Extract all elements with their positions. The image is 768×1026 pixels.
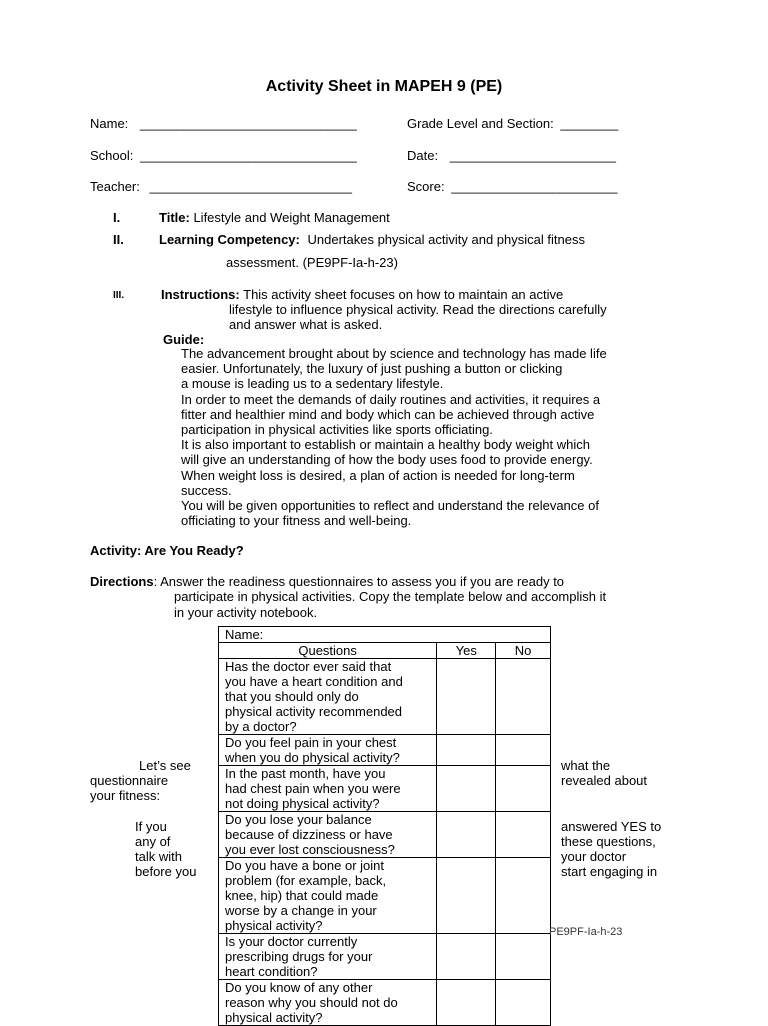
yes-cell[interactable] bbox=[437, 858, 496, 934]
question-line: prescribing drugs for your bbox=[225, 949, 373, 964]
guide-line: will give an understanding of how the body uses food to provide energy. bbox=[181, 452, 593, 468]
table-row bbox=[219, 858, 551, 934]
section-1-label: Title: bbox=[159, 210, 190, 225]
section-2-number: II. bbox=[113, 232, 124, 247]
guide-line: participation in physical activities like sports officiating. bbox=[181, 422, 493, 438]
question-line: physical activity? bbox=[225, 918, 323, 933]
side-line: before you bbox=[135, 864, 197, 879]
question-line: when you do physical activity? bbox=[225, 750, 400, 765]
side-line: answered YES to bbox=[561, 819, 662, 834]
footer-code: PE9PF-Ia-h-23 bbox=[549, 926, 623, 938]
question-line: because of dizziness or have bbox=[225, 827, 393, 842]
score-line: _______________________ bbox=[451, 179, 618, 194]
yes-cell[interactable] bbox=[437, 812, 496, 858]
guide-line: In order to meet the demands of daily routines and activities, it requires a bbox=[181, 391, 601, 407]
table-header-row bbox=[219, 643, 551, 659]
col-header-yes: Yes bbox=[437, 643, 496, 659]
side-line: your fitness: bbox=[90, 788, 161, 803]
question-line: physical activity? bbox=[225, 1010, 323, 1025]
grade-label: Grade Level and Section: bbox=[407, 116, 554, 131]
grade-field bbox=[407, 116, 618, 131]
question-line: Do you know of any other bbox=[225, 980, 373, 995]
table-row bbox=[219, 659, 551, 735]
no-cell[interactable] bbox=[496, 735, 551, 766]
question-line: In the past month, have you bbox=[225, 766, 386, 781]
guide-line: You will be given opportunities to reflect and understand the relevance of bbox=[181, 498, 599, 514]
guide-line: success. bbox=[181, 482, 232, 498]
score-label: Score: bbox=[407, 179, 445, 194]
guide-line: The advancement brought about by science and technology has made life bbox=[181, 346, 607, 361]
directions bbox=[90, 574, 564, 589]
no-cell[interactable] bbox=[496, 858, 551, 934]
school-line: ______________________________ bbox=[140, 148, 357, 163]
section-1-text: Lifestyle and Weight Management bbox=[193, 210, 390, 225]
section-2 bbox=[159, 232, 585, 247]
school-field bbox=[90, 148, 357, 163]
guide-line: a mouse is leading us to a sedentary lifestyle. bbox=[181, 376, 444, 392]
side-line: what the bbox=[561, 758, 611, 773]
side-line: your doctor bbox=[561, 849, 627, 864]
question-line: heart condition? bbox=[225, 964, 318, 979]
name-field bbox=[90, 116, 357, 131]
directions-label: Directions bbox=[90, 574, 154, 589]
side-left-text-2 bbox=[135, 819, 196, 879]
activity-heading: Activity: Are You Ready? bbox=[90, 543, 244, 558]
question-cell bbox=[219, 980, 437, 1026]
teacher-field bbox=[90, 179, 352, 194]
table-row bbox=[219, 812, 551, 858]
question-cell bbox=[219, 812, 437, 858]
directions-line-2: participate in physical activities. Copy the template below and accomplish it bbox=[174, 589, 607, 604]
score-field bbox=[407, 179, 618, 194]
date-field bbox=[407, 148, 616, 163]
question-line: problem (for example, back, bbox=[225, 873, 387, 888]
guide-label: Guide: bbox=[163, 332, 205, 347]
question-line: reason why you should not do bbox=[225, 995, 398, 1010]
table-row bbox=[219, 766, 551, 812]
side-line: talk with bbox=[135, 849, 182, 864]
guide-line: fitter and healthier mind and body which can be achieved through active bbox=[181, 406, 595, 422]
question-cell bbox=[219, 659, 437, 735]
yes-cell[interactable] bbox=[437, 735, 496, 766]
question-line: you have a heart condition and bbox=[225, 674, 403, 689]
question-line: Do you feel pain in your chest bbox=[225, 735, 397, 750]
section-3-label: Instructions: bbox=[161, 287, 240, 302]
question-line: Do you have a bone or joint bbox=[225, 858, 384, 873]
question-line: that you should only do bbox=[225, 689, 359, 704]
teacher-line: ____________________________ bbox=[149, 179, 352, 194]
col-header-questions: Questions bbox=[219, 643, 437, 659]
section-1-number: I. bbox=[113, 210, 121, 225]
no-cell[interactable] bbox=[496, 659, 551, 735]
guide-line: officiating to your fitness and well-being. bbox=[181, 513, 412, 529]
side-line: start engaging in bbox=[561, 864, 658, 879]
page-title: Activity Sheet in MAPEH 9 (PE) bbox=[265, 78, 503, 95]
table-name-label: Name: bbox=[219, 627, 551, 643]
readiness-questionnaire-table bbox=[218, 626, 551, 1026]
table-row bbox=[219, 934, 551, 980]
directions-line-1: : Answer the readiness questionnaires to assess you if you are ready to bbox=[153, 574, 565, 589]
guide-body bbox=[181, 346, 691, 528]
guide-line: It is also important to establish or maintain a healthy body weight which bbox=[181, 437, 590, 453]
side-line: If you bbox=[135, 819, 167, 834]
section-3 bbox=[161, 287, 563, 302]
section-3-line-3: and answer what is asked. bbox=[229, 317, 383, 332]
school-label: School: bbox=[90, 148, 134, 163]
side-right-text-1 bbox=[561, 758, 647, 788]
side-line: Let’s see bbox=[139, 758, 191, 773]
section-3-line-2: lifestyle to influence physical activity. Read the directions carefully bbox=[229, 302, 607, 317]
table-row bbox=[219, 735, 551, 766]
question-line: had chest pain when you were bbox=[225, 781, 401, 796]
question-line: not doing physical activity? bbox=[225, 796, 380, 811]
name-label: Name: bbox=[90, 116, 129, 131]
teacher-label: Teacher: bbox=[90, 179, 140, 194]
section-2-label: Learning Competency: bbox=[159, 232, 300, 247]
section-1 bbox=[159, 210, 390, 225]
question-cell bbox=[219, 766, 437, 812]
yes-cell[interactable] bbox=[437, 659, 496, 735]
no-cell[interactable] bbox=[496, 934, 551, 980]
no-cell[interactable] bbox=[496, 980, 551, 1026]
date-line: _______________________ bbox=[449, 148, 616, 163]
side-left-text-1b bbox=[90, 773, 168, 803]
side-line: questionnaire bbox=[90, 773, 169, 788]
side-right-text-2 bbox=[561, 819, 661, 879]
question-line: Do you lose your balance bbox=[225, 812, 372, 827]
question-line: physical activity recommended bbox=[225, 704, 403, 719]
question-line: Is your doctor currently bbox=[225, 934, 358, 949]
side-left-text-1 bbox=[139, 758, 191, 773]
question-line: knee, hip) that could made bbox=[225, 888, 379, 903]
yes-cell[interactable] bbox=[437, 934, 496, 980]
table-row bbox=[219, 980, 551, 1026]
side-line: these questions, bbox=[561, 834, 656, 849]
section-3-line-1: This activity sheet focuses on how to maintain an active bbox=[243, 287, 564, 302]
section-2-text-2: assessment. (PE9PF-Ia-h-23) bbox=[226, 255, 398, 270]
section-3-number: III. bbox=[113, 290, 125, 301]
no-cell[interactable] bbox=[496, 812, 551, 858]
yes-cell[interactable] bbox=[437, 980, 496, 1026]
side-line: any of bbox=[135, 834, 171, 849]
question-line: by a doctor? bbox=[225, 719, 297, 734]
grade-line: ________ bbox=[560, 116, 619, 131]
side-line: revealed about bbox=[561, 773, 648, 788]
section-2-text: Undertakes physical activity and physical fitness bbox=[307, 232, 585, 247]
yes-cell[interactable] bbox=[437, 766, 496, 812]
question-line: you ever lost consciousness? bbox=[225, 842, 395, 857]
date-label: Date: bbox=[407, 148, 439, 163]
no-cell[interactable] bbox=[496, 766, 551, 812]
question-line: Has the doctor ever said that bbox=[225, 659, 392, 674]
question-cell bbox=[219, 735, 437, 766]
question-cell bbox=[219, 858, 437, 934]
col-header-no: No bbox=[496, 643, 551, 659]
table-name-row bbox=[219, 627, 551, 643]
question-line: worse by a change in your bbox=[225, 903, 377, 918]
name-line: ______________________________ bbox=[139, 116, 357, 131]
guide-line: easier. Unfortunately, the luxury of just pushing a button or clicking bbox=[181, 361, 563, 377]
directions-line-3: in your activity notebook. bbox=[174, 605, 318, 620]
guide-line: When weight loss is desired, a plan of action is needed for long-term bbox=[181, 467, 575, 483]
question-cell bbox=[219, 934, 437, 980]
